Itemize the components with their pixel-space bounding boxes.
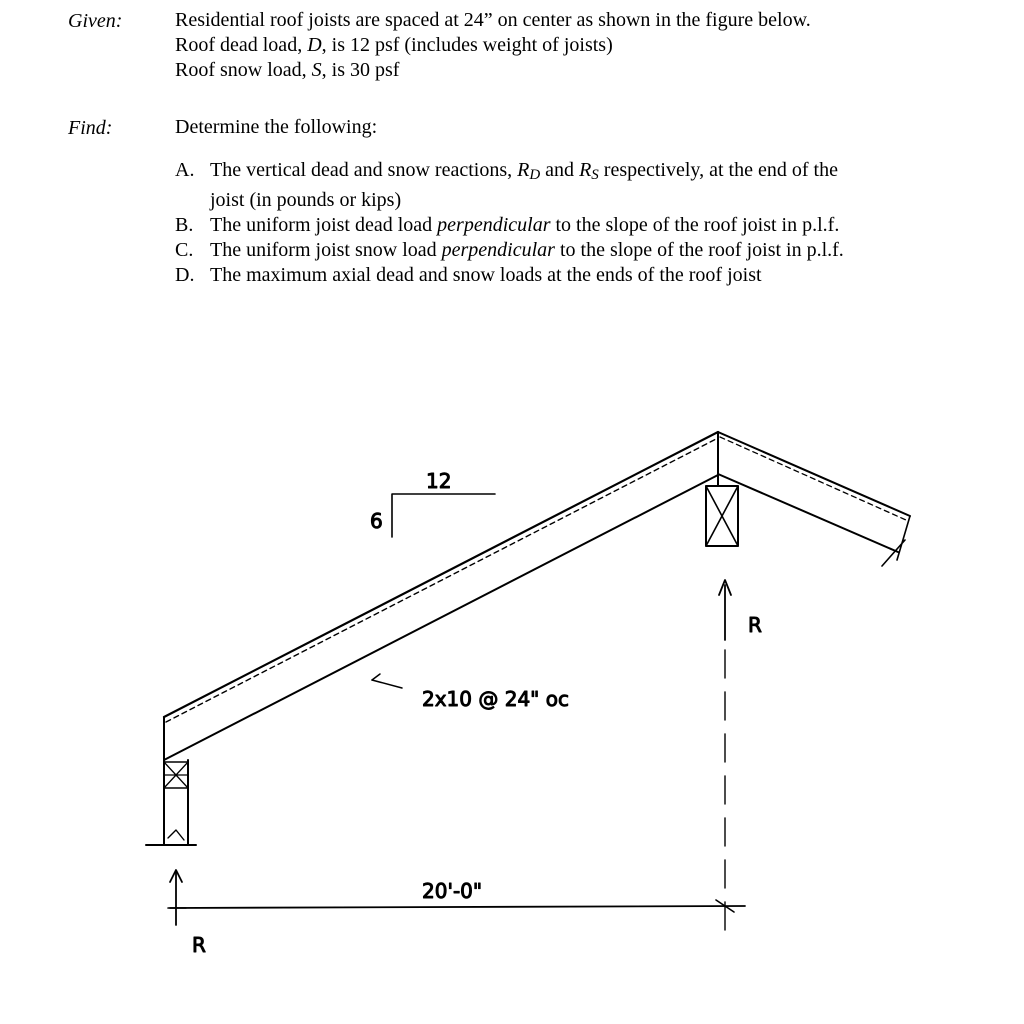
find-item-b: B. The uniform joist dead load perpendicular to the slope of the roof joist in p.l.f. — [175, 214, 840, 236]
given-text — [175, 8, 811, 83]
given-line-2: Roof dead load, D, is 12 psf (includes weight of joists) — [175, 34, 613, 56]
right-reaction-arrow — [719, 580, 731, 640]
left-reaction-arrow — [168, 870, 186, 925]
left-reaction-label: R — [192, 933, 206, 957]
span-label: 20'-0" — [422, 879, 483, 903]
left-bearing-plate — [164, 762, 188, 788]
span-dimension-line — [170, 906, 745, 908]
ridge-beam — [706, 486, 738, 546]
joist-bottom-line — [164, 475, 718, 760]
slope-rise-label: 6 — [370, 509, 383, 533]
right-reaction-label: R — [748, 613, 762, 637]
joist-size-label: 2x10 @ 24" oc — [422, 687, 569, 711]
find-list — [175, 158, 844, 288]
roof-joist-figure — [0, 400, 1024, 1000]
slope-indicator — [392, 494, 495, 537]
roof-right-sheathing — [720, 437, 906, 520]
given-label: Given: — [68, 10, 123, 32]
find-item-a: A. The vertical dead and snow reactions, $R_D$ and $R_S$ respectively, at the end of the joist (in pounds or kips) — [175, 159, 838, 211]
roof-right-end — [882, 516, 910, 566]
joist-leader — [372, 680, 402, 688]
roof-right-top — [718, 432, 910, 516]
find-item-d: D. The maximum axial dead and snow loads at the ends of the roof joist — [175, 264, 762, 286]
find-intro: Determine the following: — [175, 116, 378, 138]
given-line-3: Roof snow load, S, is 30 psf — [175, 59, 400, 81]
roof-right-bottom — [718, 474, 898, 552]
find-label: Find: — [68, 117, 113, 139]
find-item-c: C. The uniform joist snow load perpendicular to the slope of the roof joist in p.l.f. — [175, 239, 844, 261]
given-line-1: Residential roof joists are spaced at 24” on center as shown in the figure below. — [175, 9, 811, 31]
slope-run-label: 12 — [426, 469, 452, 493]
